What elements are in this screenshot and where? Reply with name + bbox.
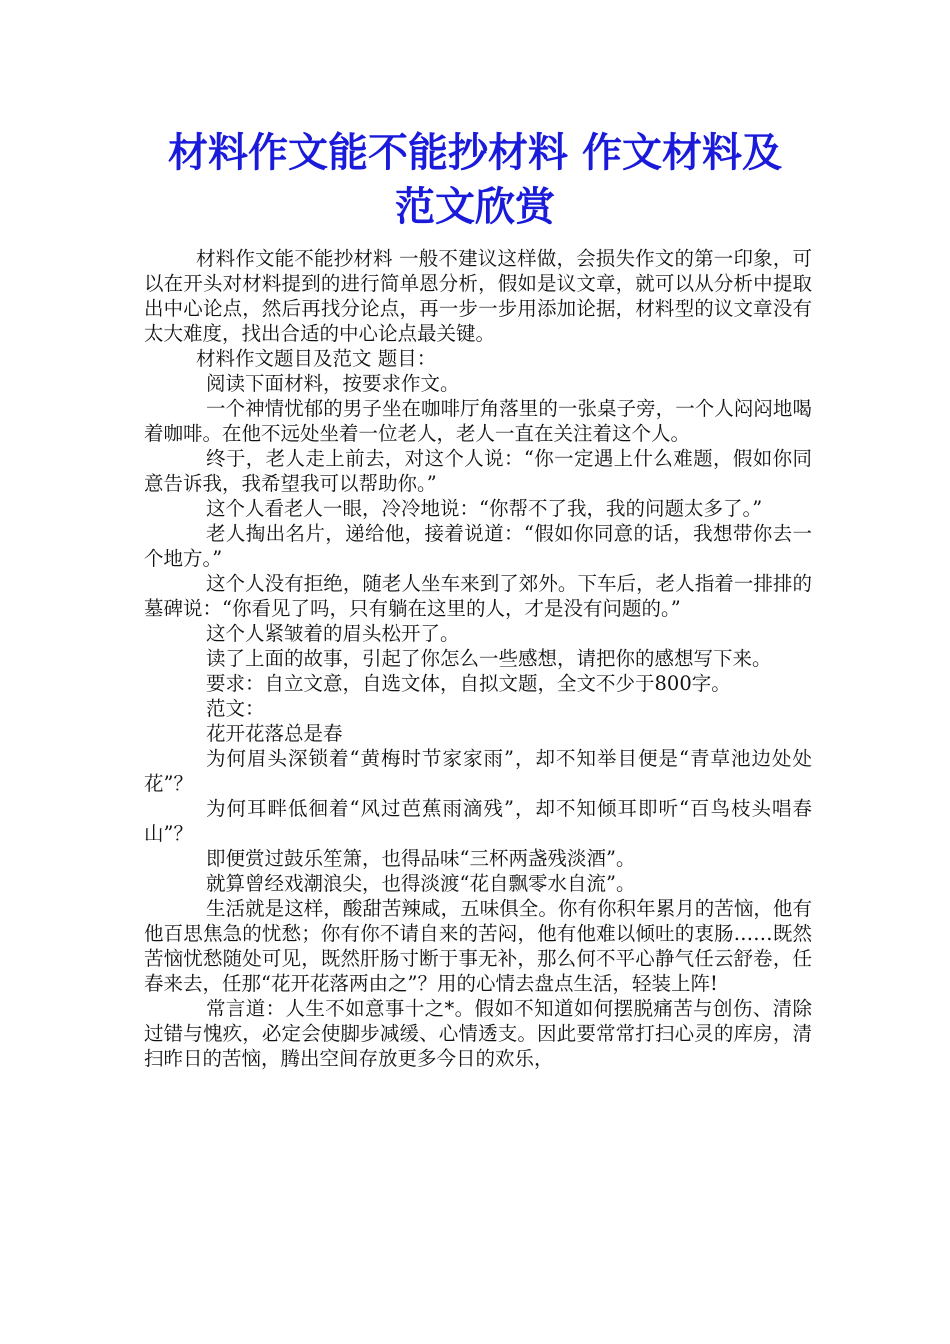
paragraph: 这个人没有拒绝，随老人坐车来到了郊外。下车后，老人指着一排排的墓碑说：“你看见了吗，只有躺在这里的人，才是没有问题的。” [144, 572, 812, 620]
paragraph: 这个人紧皱着的眉头松开了。 [206, 622, 460, 645]
title-line-2: 范文欣赏 [395, 184, 555, 230]
paragraph: 阅读下面材料，按要求作文。 [206, 372, 460, 395]
document-body [144, 246, 812, 1071]
paragraph: 读了上面的故事，引起了你怎么一些感想，请把你的感想写下来。 [206, 647, 772, 670]
paragraph: 一个神情忧郁的男子坐在咖啡厅角落里的一张桌子旁，一个人闷闷地喝着咖啡。在他不远处坐着一位老人，老人一直在关注着这个人。 [144, 397, 812, 445]
paragraph: 要求：自立文意，自选文体，自拟文题，全文不少于800字。 [206, 672, 731, 695]
paragraph: 终于，老人走上前去，对这个人说：“你一定遇上什么难题，假如你同意告诉我，我希望我可以帮助你。” [144, 447, 812, 495]
paragraph: 材料作文题目及范文 题目： [196, 347, 437, 370]
paragraph: 为何耳畔低徊着“风过芭蕉雨滴残”，却不知倾耳即听“百鸟枝头唱春山”？ [144, 797, 812, 845]
paragraph: 这个人看老人一眼，冷冷地说：“你帮不了我，我的问题太多了。” [206, 497, 763, 520]
paragraph: 就算曾经戏潮浪尖，也得淡渡“花自飘零水自流”。 [206, 872, 636, 895]
paragraph: 即便赏过鼓乐笙箫，也得品味“三杯两盏残淡酒”。 [206, 847, 636, 870]
paragraph: 老人掏出名片，递给他，接着说道：“假如你同意的话，我想带你去一个地方。” [144, 522, 812, 570]
paragraph: 常言道：人生不如意事十之*。假如不知道如何摆脱痛苦与创伤、清除过错与愧疚，必定会使脚步减缓、心情透支。因此要常常打扫心灵的库房，清扫昨日的苦恼，腾出空间存放更多今日的欢乐， [144, 997, 812, 1070]
paragraph: 为何眉头深锁着“黄梅时节家家雨”，却不知举目便是“青草池边处处花”？ [144, 747, 812, 795]
title-line-1: 材料作文能不能抄材料 作文材料及 [168, 130, 782, 176]
paragraph: 花开花落总是春 [206, 722, 343, 745]
paragraph: 范文： [206, 697, 265, 720]
paragraph: 生活就是这样，酸甜苦辣咸，五味俱全。你有你积年累月的苦恼，他有他百思焦急的忧愁；你有你不请自来的苦闷，他有他难以倾吐的衷肠……既然苦恼忧愁随处可见，既然肝肠寸断于事无补，那么何不平心静气任云舒卷，任春来去，任那“花开花落两由之”？用的心情去盘点生活，轻装上阵! [144, 897, 812, 995]
paragraph: 材料作文能不能抄材料 一般不建议这样做，会损失作文的第一印象，可以在开头对材料提到的进行简单恩分析，假如是议文章，就可以从分析中提取出中心论点，然后再找分论点，再一步一步用添加论据，材料型的议文章没有太大难度，找出合适的中心论点最关键。 [144, 247, 812, 345]
document-title [120, 126, 830, 234]
